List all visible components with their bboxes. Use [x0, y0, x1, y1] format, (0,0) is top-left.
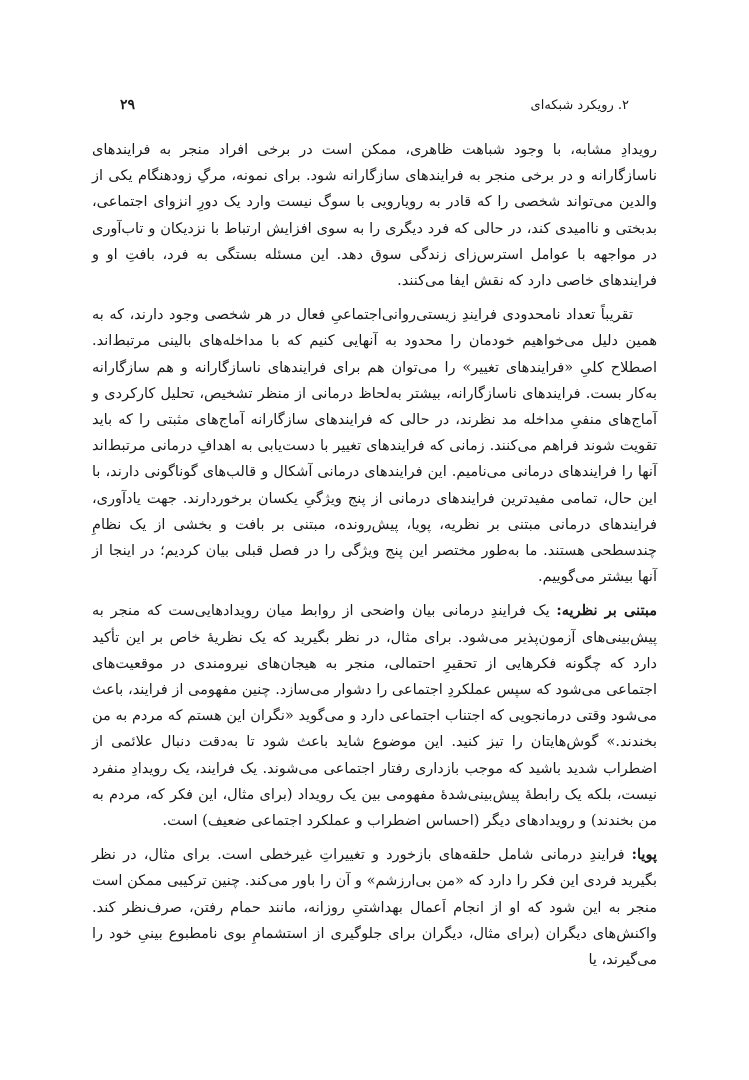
paragraph-dynamic: [92, 842, 657, 973]
paragraph-theory-based: [92, 598, 657, 834]
paragraph-theory-based-text: یک فرایندِ درمانی بیان واضحی از روابط میان رویدادهایی‌ست که منجر به پیش‌بینی‌های آزمون‌پذیر می‌شود. برای مثال، در نظر بگیرید که یک نظریهٔ خاص بر این تأکید دارد که چگونه فکرهایی از تحقیرِ احتمالی، منجر به هیجان‌های نیرومندی در موقعیت‌های اجتماعی می‌شود که سپس عملکردِ اجتماعی را دشوار می‌سازد. چنین مفهومی از فرایند، باعث می‌شود وقتی درمانجویی که اجتناب اجتماعی دارد و می‌گوید «نگران این هستم که مردم به من بخندند.» گوش‌هایتان را تیز کنید. این موضوع شاید باعث شود تا به‌دقت دنبال علائمی از اضطراب شدید باشید که موجب بازداری رفتار اجتماعی می‌شوند. یک فرایند، یک رویدادِ منفرد نیست، بلکه یک رابطهٔ پیش‌بینی‌شدهٔ مفهومی بین یک رویداد (برای مثال، این فکر که، مردم به من بخندند) و رویدادهای دیگر (احساس اضطراب و عملکرد اجتماعی ضعیف) است.: [92, 603, 657, 830]
running-head: [120, 93, 629, 117]
page-number: ۲۹: [120, 97, 136, 113]
paragraph-dynamic-text: فرایندِ درمانی شامل حلقه‌های بازخورد و تغییراتِ غیرخطی است. برای مثال، در نظر بگیرید فردی این فکر را دارد که «من بی‌ارزشم» و آن را باور می‌کند. چنین ترکیبی ممکن است منجر به این شود که او از انجام اَعمال بهداشتیِ روزانه، مانند حمام رفتن، صرف‌نظر کند. واکنش‌های دیگران (برای مثال، دیگران برای جلوگیری از استشمامِ بوی نامطبوع بینیِ خود را می‌گیرند، یا: [92, 847, 657, 969]
paragraph-intro: رویدادِ مشابه، با وجود شباهت ظاهری، ممکن است در برخی افراد منجر به فرایندهای ناسازگارانه و در برخی منجر به فرایندهای سازگارانه شود. برای نمونه، مرگِ زودهنگام یکی از والدین می‌تواند شخصی را که قادر به رویارویی با سوگ نیست وارد یک دورِ انزوای اجتماعی، بدبختی و ناامیدی کند، در حالی که فرد دیگری را به سوی افزایش ارتباط با نزدیکان و تاب‌آوری در مواجهه با عوامل استرس‌زای زندگی سوق دهد. این مسئله بستگی به فرد، بافتِ او و فرایندهای خاصی دارد که نقش ایفا می‌کنند.: [92, 142, 657, 290]
body-text: [92, 137, 657, 981]
term-dynamic: پویا:: [631, 846, 657, 864]
paragraph-change-processes: تقریباً تعداد نامحدودی فرایندِ زیستی‌روانی‌اجتماعیِ فعال در هر شخصی وجود دارند، که به همین دلیل می‌خواهیم خودمان را محدود به آنهایی کنیم که با مداخله‌های بالینی مرتبط‌اند. اصطلاح کلیِ «فرایندهای تغییر» را می‌توان هم برای فرایندهای ناسازگارانه و هم سازگارانه به‌کار بست. فرایندهای ناسازگارانه، بیشتر به‌لحاظ درمانی از منظر تشخیص، تحلیل کارکردی و آماج‌های منفیِ مداخله مد نظرند، در حالی که فرایندهای سازگارانه آماج‌های مثبتی را که باید تقویت شوند فراهم می‌کنند. زمانی که فرایندهای تغییر با دست‌یابی به اهدافِ درمانی مرتبط‌اند آنها را فرایندهای درمانی می‌نامیم. این فرایندهای درمانی آشکال و قالب‌های گوناگونی دارند، با این حال، تمامی مفیدترین فرایندهای درمانی از پنج ویژگیِ یکسان برخوردارند. جهت یادآوری، فرایندهای درمانی مبتنی بر نظریه، پویا، پیش‌رونده، مبتنی بر بافت و بخشی از یک نظامِ چندسطحی هستند. ما به‌طور مختصر این پنج ویژگی را در فصل قبلی بیان کردیم؛ در اینجا از آنها بیشتر می‌گوییم.: [92, 307, 657, 586]
chapter-title: ۲. رویکرد شبکه‌ای: [530, 97, 629, 113]
term-theory-based: مبتنی بر نظریه:: [556, 602, 657, 620]
